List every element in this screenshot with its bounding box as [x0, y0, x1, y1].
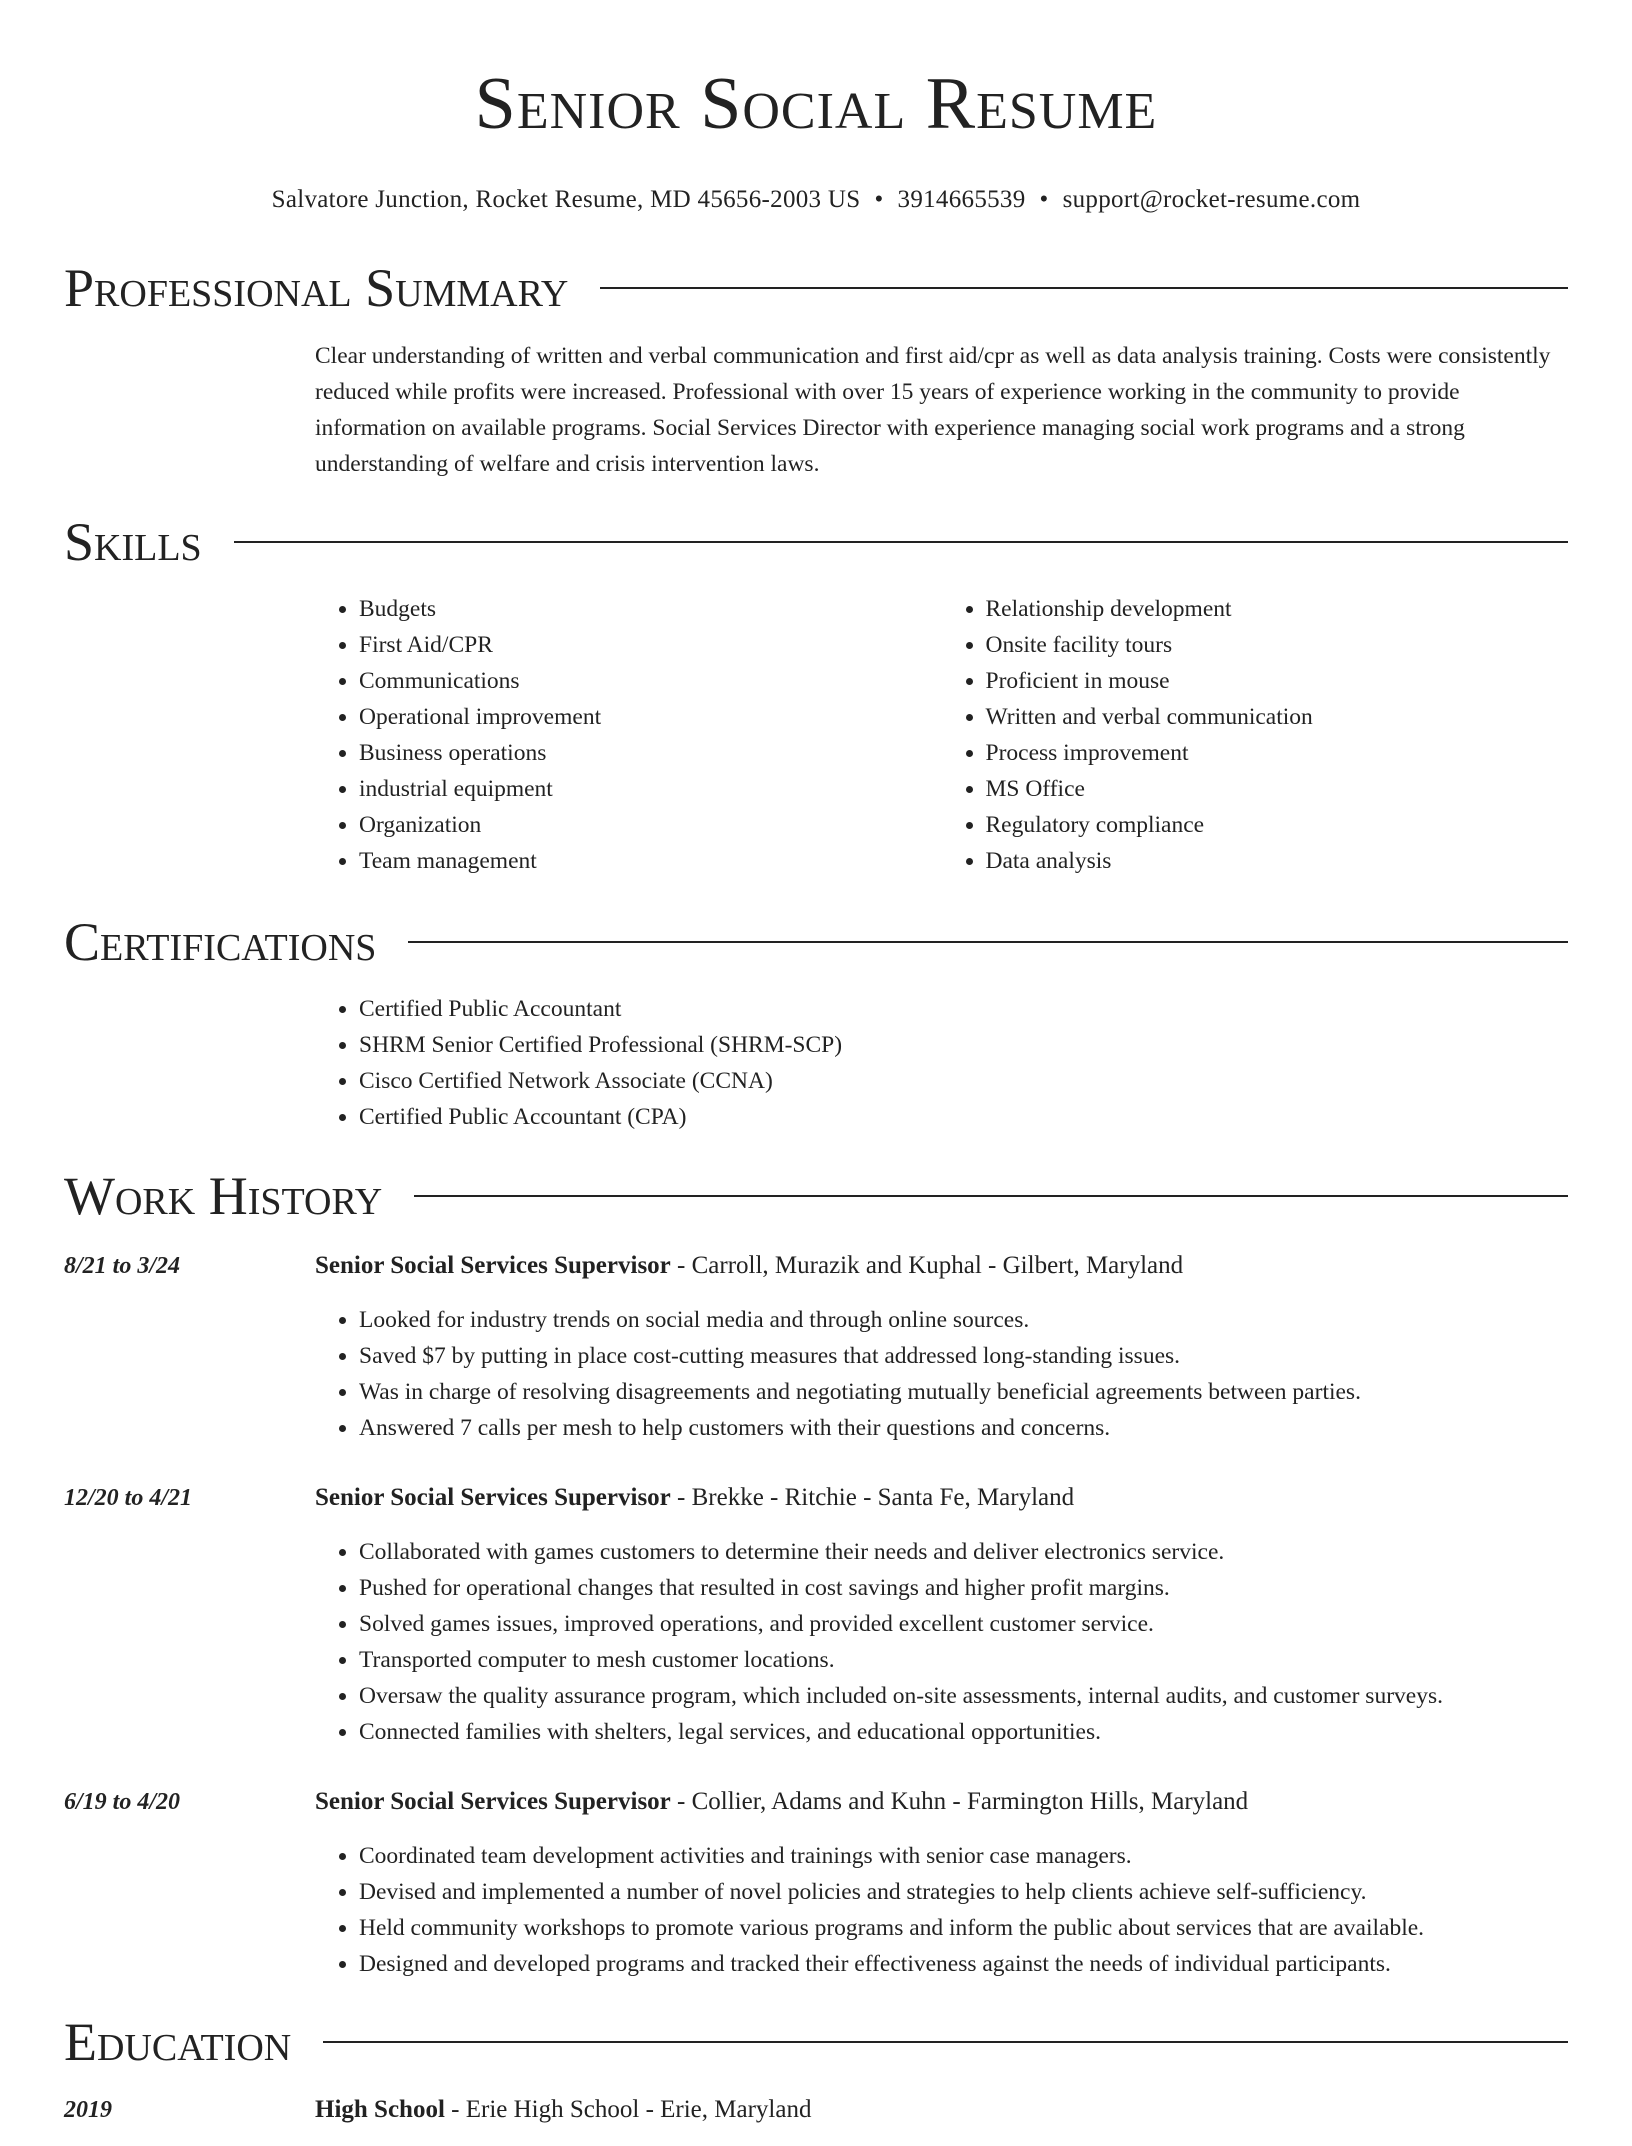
job-heading [315, 1248, 1568, 1284]
job-dates: 8/21 to 3/24 [64, 1253, 181, 1279]
contact-separator: • [1039, 186, 1049, 213]
certifications-section-header [64, 910, 1568, 974]
section-divider [323, 2041, 1568, 2043]
job-bullet: • Designed and developed programs and tracked their effectiveness against the needs of individual participants. [359, 1946, 1568, 1982]
work-section-title: Work History [64, 1166, 383, 1226]
skill-item: • Operational improvement [359, 699, 898, 735]
job-bullet: • Connected families with shelters, legal services, and educational opportunities. [359, 1714, 1568, 1750]
job-bullet: • Coordinated team development activities and trainings with senior case managers. [359, 1838, 1568, 1874]
job-bullets [315, 1838, 1568, 1982]
certifications-block [315, 991, 1568, 1135]
section-divider [414, 1195, 1568, 1197]
contact-email: support@rocket-resume.com [1062, 186, 1361, 213]
job-bullet: • Solved games issues, improved operations, and provided excellent customer service. [359, 1606, 1568, 1642]
job-bullet: • Was in charge of resolving disagreements and negotiating mutually beneficial agreements between parties. [359, 1374, 1568, 1410]
education-entry [315, 2092, 1568, 2146]
job-role: Senior Social Services Supervisor [315, 1788, 671, 1815]
job-bullet: • Saved $7 by putting in place cost-cutting measures that addressed long-standing issues. [359, 1338, 1568, 1374]
skill-item: • Data analysis [986, 843, 1525, 879]
skills-list-left [315, 591, 898, 879]
job-entry [315, 1480, 1568, 1750]
skill-item: • First Aid/CPR [359, 627, 898, 663]
skill-item: • Onsite facility tours [986, 627, 1525, 663]
skill-item: • Business operations [359, 735, 898, 771]
skill-item: • Budgets [359, 591, 898, 627]
certification-item: • Certified Public Accountant (CPA) [359, 1099, 1568, 1135]
certification-item: • Cisco Certified Network Associate (CCNA) [359, 1063, 1568, 1099]
job-role: Senior Social Services Supervisor [315, 1484, 671, 1511]
resume-name: Senior Social Resume [474, 63, 1158, 145]
certification-item: • SHRM Senior Certified Professional (SHRM-SCP) [359, 1027, 1568, 1063]
job-entry [315, 1784, 1568, 1982]
education-section-title: Education [64, 2012, 292, 2072]
education-degree: High School [315, 2096, 445, 2123]
certifications-section-title: Certifications [64, 912, 377, 972]
education-date: 2019 [64, 2097, 112, 2123]
job-details: - Collier, Adams and Kuhn - Farmington Hills, Maryland [670, 1788, 1249, 1815]
contact-separator: • [874, 186, 884, 213]
summary-block [315, 338, 1568, 482]
education-details: - Erie High School - Erie, Maryland [444, 2096, 812, 2123]
section-divider [408, 941, 1568, 943]
section-divider [234, 541, 1568, 543]
job-details: - Carroll, Murazik and Kuphal - Gilbert, Maryland [670, 1252, 1184, 1279]
skill-item: • Proficient in mouse [986, 663, 1525, 699]
skill-item: • Regulatory compliance [986, 807, 1525, 843]
skills-block [315, 591, 1568, 879]
job-bullets [315, 1302, 1568, 1446]
skill-item: • Organization [359, 807, 898, 843]
job-bullet: • Collaborated with games customers to determine their needs and deliver electronics service. [359, 1534, 1568, 1570]
job-bullet: • Held community workshops to promote various programs and inform the public about services that are available. [359, 1910, 1568, 1946]
work-section-header [64, 1164, 1568, 1228]
resume-page [64, 0, 1568, 2123]
summary-section-title: Professional Summary [64, 258, 569, 318]
job-bullet: • Pushed for operational changes that resulted in cost savings and higher profit margins. [359, 1570, 1568, 1606]
job-bullets [315, 1534, 1568, 1750]
skill-item: • Communications [359, 663, 898, 699]
job-role: Senior Social Services Supervisor [315, 1252, 671, 1279]
certifications-list [315, 991, 1568, 1135]
job-bullet: • Transported computer to mesh customer locations. [359, 1642, 1568, 1678]
certification-item: • Certified Public Accountant [359, 991, 1568, 1027]
education-section-header [64, 2010, 1568, 2074]
job-heading [315, 1480, 1568, 1516]
job-dates: 12/20 to 4/21 [64, 1485, 193, 1511]
job-entry [315, 1248, 1568, 1446]
contact-line [64, 184, 1568, 216]
job-bullet: • Looked for industry trends on social media and through online sources. [359, 1302, 1568, 1338]
job-bullet: • Answered 7 calls per mesh to help customers with their questions and concerns. [359, 1410, 1568, 1446]
job-bullet: • Oversaw the quality assurance program, which included on-site assessments, internal audits, and customer surveys. [359, 1678, 1568, 1714]
skill-item: • Written and verbal communication [986, 699, 1525, 735]
education-heading [315, 2092, 1568, 2128]
skill-item: • Process improvement [986, 735, 1525, 771]
contact-phone: 3914665539 [897, 186, 1026, 213]
job-bullet: • Devised and implemented a number of novel policies and strategies to help clients achieve self-sufficiency. [359, 1874, 1568, 1910]
job-details: - Brekke - Ritchie - Santa Fe, Maryland [670, 1484, 1075, 1511]
skill-item: • industrial equipment [359, 771, 898, 807]
job-dates: 6/19 to 4/20 [64, 1789, 181, 1815]
skills-section-title: Skills [64, 512, 202, 572]
summary-section-header [64, 256, 1568, 320]
skill-item: • Relationship development [986, 591, 1525, 627]
section-divider [600, 287, 1568, 289]
contact-address: Salvatore Junction, Rocket Resume, MD 45656-2003 US [271, 186, 861, 213]
skills-section-header [64, 510, 1568, 574]
job-heading [315, 1784, 1568, 1820]
skill-item: • MS Office [986, 771, 1525, 807]
skill-item: • Team management [359, 843, 898, 879]
summary-text: Clear understanding of written and verbal communication and first aid/cpr as well as data analysis training. Costs were consistently reduced while profits were increased. Professional with over 15 years of experience working in the community to provide information on available programs. Social Services Director with experience managing social work programs and a strong understanding of welfare and crisis intervention laws. [315, 343, 1551, 477]
skills-list-right [942, 591, 1525, 879]
